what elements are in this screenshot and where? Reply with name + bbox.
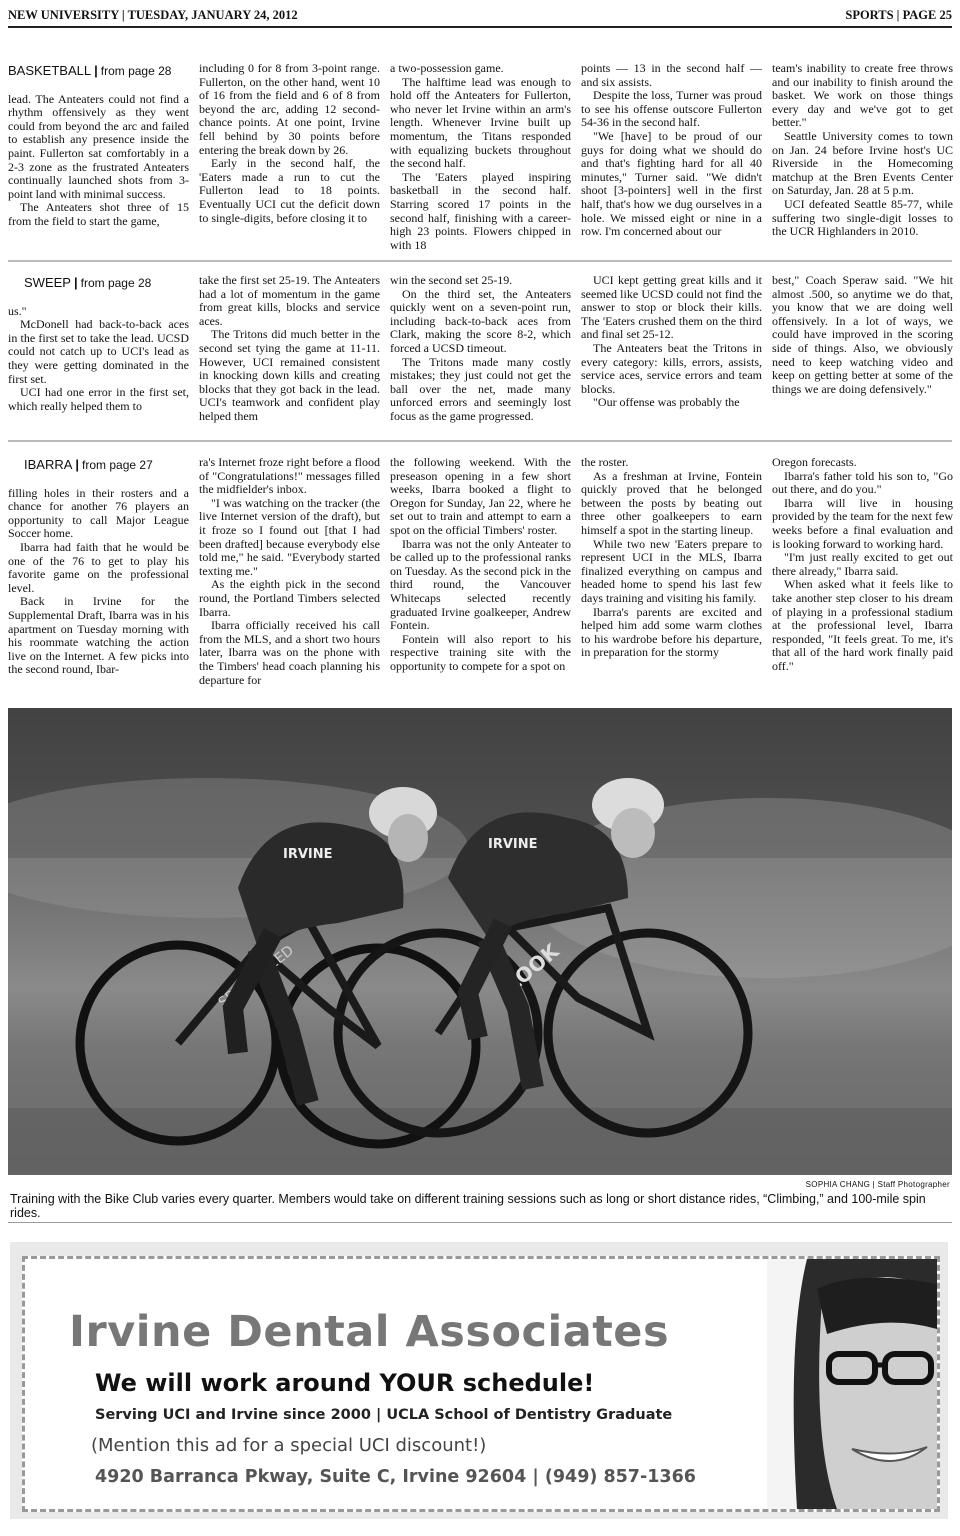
ad-dashed-border <box>22 1256 940 1512</box>
paragraph: Ibarra was not the only Anteater to be called up to the professional ranks on Tuesday. As the second pick in the third round, the Vancouver Whitecaps selected recently graduated Irvine goalkeeper, Andrew Fontein. <box>390 536 571 633</box>
ibarra-article <box>8 456 952 704</box>
paragraph: including 0 for 8 from 3-point range. Fullerton, on the other hand, went 10 of 16 from the field and 6 of 8 from beyond the arc, adding 12 second-chance points. At one point, Irvine fell behind by 30 points before entering the break down by 26. <box>199 62 380 157</box>
paragraph: us." <box>8 303 27 318</box>
sweep-col-3 <box>390 274 571 424</box>
ibarra-col-2 <box>199 456 380 687</box>
jump-from: from page 27 <box>82 458 153 472</box>
paragraph: "We [have] to be proud of our guys for doing what we should do and that's fighting hard for all 40 minutes," Turner said. "We didn't shoot [3-pointers] well in the first half, that's how we dug ourselves in a hole. We missed eight or nine in a row. I'm concerned about our <box>581 128 762 239</box>
paragraph: filling holes in their rosters and a chance for another 76 players an opportunity to call Major League Soccer home. <box>8 485 189 541</box>
ad-address-phone: 4920 Barranca Pkway, Suite C, Irvine 92604 | (949) 857-1366 <box>95 1467 696 1487</box>
paragraph: On the third set, the Anteaters quickly went on a seven-point run, including back-to-back aces from Clark, making the score 8-2, which forced a UCSD timeout. <box>390 286 571 355</box>
cyclists-illustration <box>8 708 952 1175</box>
sweep-col-5 <box>772 274 953 396</box>
paragraph: Ibarra's father told his son to, "Go out there, and do you." <box>772 468 953 497</box>
basketball-col-1 <box>8 62 189 229</box>
paragraph: As a freshman at Irvine, Fontein quickly proved that he belonged between the posts by beating out three other goalkeepers to earn himself a spot in the starting lineup. <box>581 468 762 537</box>
paragraph: "Our offense was probably the <box>593 395 740 410</box>
smiling-woman-image <box>767 1259 937 1509</box>
photo-caption: Training with the Bike Club varies every quarter. Members would take on different training sessions such as long or short distance rides, “Climbing,” and 100-mile spin rides. <box>10 1192 926 1220</box>
paragraph: Ibarra will live in housing provided by the team for the next few weeks before a final evaluation and is looking forward to working hard. <box>772 495 953 551</box>
paragraph: The Tritons made many costly mistakes; they just could not get the ball over the net, made many unforced errors and seemingly lost focus as the game progressed. <box>390 354 571 423</box>
paragraph: Ibarra's parents are excited and helped him add some warm clothes to his wardrobe before his departure, in preparation for the stormy <box>581 604 762 660</box>
paragraph: The Anteaters shot three of 15 from the field to start the game, <box>8 200 189 228</box>
sweep-article <box>8 274 952 434</box>
sweep-jump-head: SWEEP | from page 28 <box>24 275 152 290</box>
paragraph: UCI kept getting great kills and it seemed like UCSD could not find the answer to stop or block their kills. The 'Eaters crushed them on the third and final set 25-12. <box>581 274 762 342</box>
basketball-col-3 <box>390 62 571 252</box>
paragraph: best," Coach Speraw said. "We hit almost .500, so anytime we do that, you know that we are doing well offensively. In a lot of ways, we could have improved in the scoring side of things. Also, we obviously need to keep watching video and keep on getting better at some of the things we are doing defensively." <box>772 274 953 396</box>
paragraph: UCI defeated Seattle 85-77, while suffering two single-digit losses to the UCR Highlanders in 2010. <box>772 196 953 239</box>
jump-name: IBARRA <box>24 457 73 472</box>
section-divider <box>8 1222 952 1223</box>
jump-from: from page 28 <box>80 276 152 290</box>
paragraph: Seattle University comes to town on Jan. 24 before Irvine host's UC Riverside in the Homecoming matchup at the Bren Events Center on Saturday, Jan. 28 at 5 p.m. <box>772 128 953 198</box>
paragraph: The halftime lead was enough to hold off the Anteaters for Fullerton, who never let Irvine within an arm's length. Whenever Irvine built up momentum, the Titans responded with equalizing buckets throughout the second half. <box>390 74 571 171</box>
paragraph: Back in Irvine for the Supplemental Draft, Ibarra was in his apartment on Tuesday morning with his roommate watching the action live on the Internet. A few picks into the second round, Ibar- <box>8 594 189 677</box>
bike-brand-label: SPECIALIZED <box>215 942 298 1012</box>
cyclists-photo <box>8 708 952 1175</box>
ibarra-col-3 <box>390 456 571 674</box>
paragraph: The Tritons did much better in the second set tying the game at 11-11. However, UCI remained consistent in knocking down kills and creating blocks that they got back in the lead. UCI's teamwork and confident play helped them <box>199 327 380 423</box>
photo-credit: SOPHIA CHANG | Staff Photographer <box>805 1180 950 1189</box>
masthead <box>8 4 952 28</box>
paragraph: The Anteaters beat the Tritons in every category: kills, errors, assists, service aces, service errors and team blocks. <box>581 340 762 396</box>
masthead-date: NEW UNIVERSITY | TUESDAY, JANUARY 24, 2012 <box>8 8 298 22</box>
paragraph: Despite the loss, Turner was proud to see his offense outscore Fullerton 54-36 in the second half. <box>581 88 762 130</box>
ad-title: Irvine Dental Associates <box>69 1307 670 1357</box>
paragraph: When asked what it feels like to take another step closer to his dream of playing in a professional stadium at the professional level, Ibarra responded, "It feels great. To me, it's that all of the hard work finally paid off." <box>772 577 953 673</box>
paragraph: Oregon forecasts. <box>772 456 857 469</box>
basketball-col-2 <box>199 62 380 225</box>
paragraph: The 'Eaters played inspiring basketball in the second half. Starring scored 17 points in the second half, finishing with a career-high 23 points. Flowers chipped in with 18 <box>390 169 571 252</box>
section-divider <box>8 440 952 442</box>
ibarra-col-1 <box>8 456 189 677</box>
paragraph: take the first set 25-19. The Anteaters had a lot of momentum in the game from great kills, blocks and service aces. <box>199 274 380 328</box>
ad-discount-note: (Mention this ad for a special UCI discount!) <box>91 1435 487 1456</box>
paragraph: points — 13 in the second half — and six assists. <box>581 62 762 89</box>
jersey-label: IRVINE <box>283 847 333 862</box>
paragraph: UCI had one error in the first set, which really helped them to <box>8 385 189 413</box>
paragraph: While two new 'Eaters prepare to represent UCI in the MLS, Ibarra finalized everything on campus and headed home to spend his last few days training and visiting his family. <box>581 536 762 605</box>
sweep-col-4 <box>581 274 762 410</box>
jersey-label: IRVINE <box>488 837 538 852</box>
paragraph: As the eighth pick in the second round, the Portland Timbers selected Ibarra. <box>199 577 380 619</box>
paragraph: McDonell had back-to-back aces in the first set to take the lead. UCSD could not catch up to UCI's lead as they were getting dominated in the first set. <box>8 317 189 386</box>
ibarra-jump-head: IBARRA | from page 27 <box>24 457 153 472</box>
paragraph: Ibarra had faith that he would be one of the 76 to get to play his favorite game on the professional level. <box>8 539 189 595</box>
paragraph: Ibarra officially received his call from the MLS, and a short two hours later, Ibarra was on the phone with the Timbers' head coach planning his departure for <box>199 618 380 687</box>
ad-subline: Serving UCI and Irvine since 2000 | UCLA School of Dentistry Graduate <box>95 1407 673 1423</box>
jump-name: BASKETBALL <box>8 63 92 78</box>
bike-brand-label: LOOK <box>500 938 564 997</box>
section-divider <box>8 260 952 262</box>
jump-name: SWEEP <box>24 275 71 290</box>
basketball-col-5 <box>772 62 953 239</box>
dental-advertisement <box>10 1242 948 1519</box>
paragraph: lead. The Anteaters could not find a rhythm offensively as they went could from beyond the arc and failed to establish any presence inside the paint. Fullerton sat comfortably in a 2-3 zone as the frustrated Anteaters continually launched shots from 3-point land with minimal success. <box>8 91 189 201</box>
paragraph: Early in the second half, the 'Eaters made a run to cut the Fullerton lead to 18 points. Eventually UCI cut the deficit down to single-digits, before closing it to <box>199 156 380 225</box>
ibarra-col-4 <box>581 456 762 660</box>
paragraph: ra's Internet froze right before a flood of "Congratulations!" messages filled the midfielder's inbox. <box>199 456 380 497</box>
sweep-col-2 <box>199 274 380 424</box>
paragraph: a two-possession game. <box>390 62 504 75</box>
paragraph: "I was watching on the tracker (the live Internet version of the draft), but it froze so I found out [that I had been drafted] because everybody else told me," he said. "Everybody started texting me." <box>199 495 380 578</box>
ad-headline: We will work around YOUR schedule! <box>95 1369 595 1397</box>
basketball-col-4 <box>581 62 762 239</box>
paragraph: the following weekend. With the preseason opening in a few short weeks, Ibarra booked a flight to Oregon for Sunday, Jan 22, where he set out to train and attempt to earn a spot on the official Timbers' roster. <box>390 456 571 537</box>
masthead-section: SPORTS | PAGE 25 <box>845 8 952 22</box>
paragraph: the roster. <box>581 456 629 469</box>
sweep-col-1 <box>8 274 189 413</box>
paragraph: "I'm just really excited to get out there already," Ibarra said. <box>772 550 953 578</box>
basketball-jump-head: BASKETBALL | from page 28 <box>8 63 172 78</box>
paragraph: win the second set 25-19. <box>390 274 513 287</box>
paragraph: Fontein will also report to his respective training site with the opportunity to compete for a spot on <box>390 631 571 673</box>
basketball-article <box>8 62 952 252</box>
ibarra-col-5 <box>772 456 953 674</box>
paragraph: team's inability to create free throws and our inability to finish around the basket. We work on those things every day and we've got to get better." <box>772 62 953 130</box>
jump-from: from page 28 <box>100 64 172 78</box>
